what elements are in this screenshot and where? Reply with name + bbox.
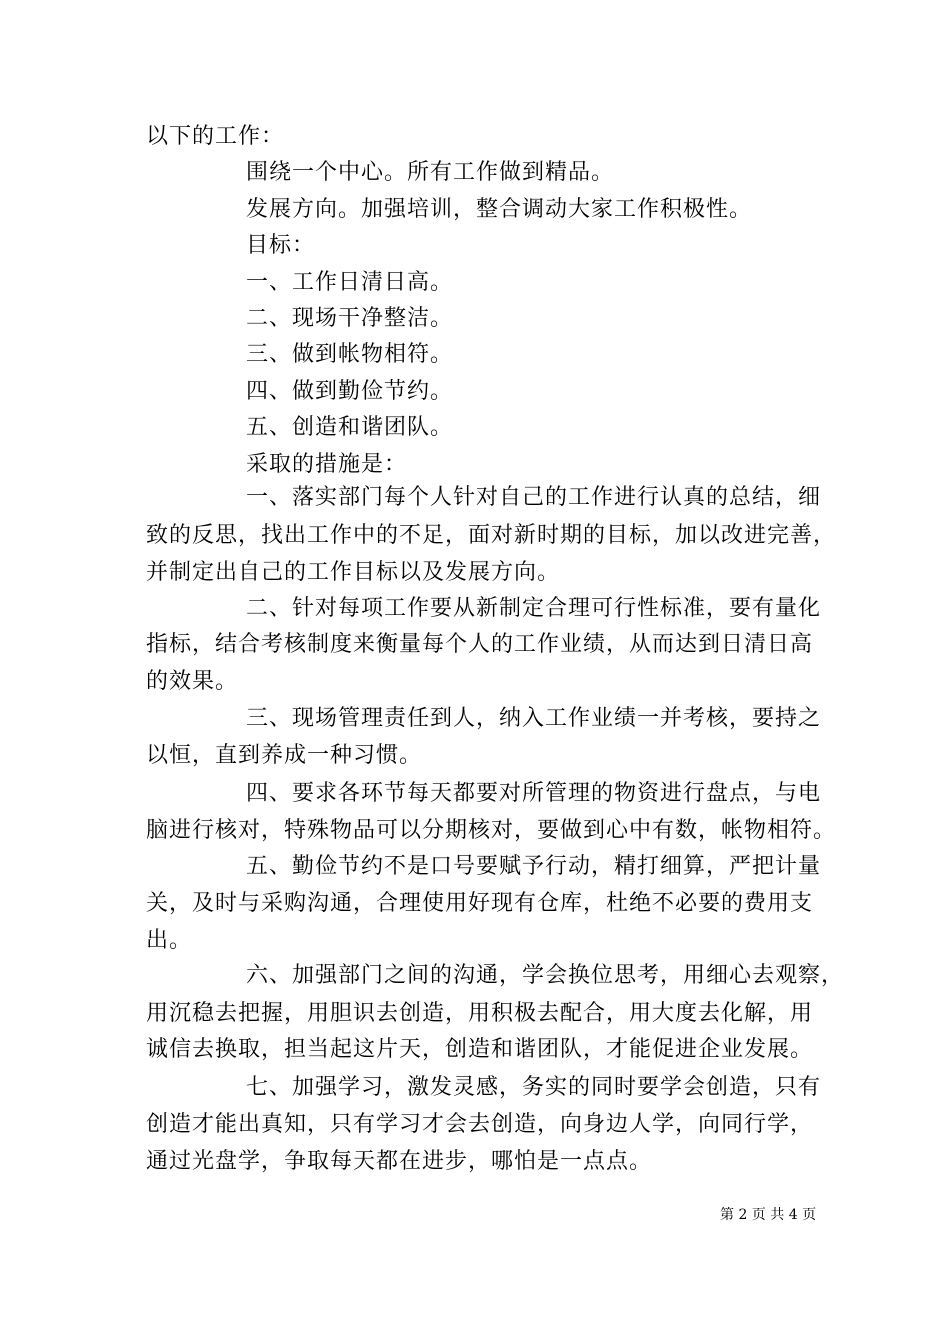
paragraph-line: 出。 <box>146 928 193 953</box>
paragraph-line: 诚信去换取，担当起这片天，创造和谐团队，才能促进企业发展。 <box>146 1037 814 1062</box>
body-text-line: 以下的工作： <box>146 124 285 149</box>
paragraph-line: 用沉稳去把握，用胆识去创造，用积极去配合，用大度去化解，用 <box>146 1001 814 1026</box>
list-item: 二、现场干净整洁。 <box>246 306 454 331</box>
list-item: 三、做到帐物相符。 <box>246 342 454 367</box>
paragraph-line: 二、针对每项工作要从新制定合理可行性标准，要有量化 <box>246 596 822 621</box>
body-text-line: 发展方向。加强培训，整合调动大家工作积极性。 <box>246 197 753 222</box>
paragraph-line: 六、加强部门之间的沟通，学会换位思考，用细心去观察， <box>246 963 845 988</box>
paragraph-line: 一、落实部门每个人针对自己的工作进行认真的总结，细 <box>246 485 822 510</box>
paragraph-line: 关，及时与采购沟通，合理使用好现有仓库，杜绝不必要的费用支 <box>146 891 814 916</box>
paragraph-line: 创造才能出真知，只有学习才会去创造，向身边人学，向同行学， <box>146 1112 814 1137</box>
page-number-footer: 第 2 页 共 4 页 <box>720 1207 817 1223</box>
paragraph-line: 的效果。 <box>146 669 239 694</box>
paragraph-line: 致的反思，找出工作中的不足，面对新时期的目标，加以改进完善， <box>146 523 837 548</box>
paragraph-line: 通过光盘学，争取每天都在进步，哪怕是一点点。 <box>146 1149 653 1174</box>
paragraph-line: 七、加强学习，激发灵感，务实的同时要学会创造，只有 <box>246 1075 822 1100</box>
body-text-line: 围绕一个中心。所有工作做到精品。 <box>246 160 615 185</box>
section-heading: 目标： <box>246 233 316 258</box>
paragraph-line: 五、勤俭节约不是口号要赋予行动，精打细算，严把计量 <box>246 854 822 879</box>
paragraph-line: 并制定出自己的工作目标以及发展方向。 <box>146 560 561 585</box>
section-heading: 采取的措施是： <box>246 452 408 477</box>
list-item: 四、做到勤俭节约。 <box>246 379 454 404</box>
list-item: 五、创造和谐团队。 <box>246 415 454 440</box>
paragraph-line: 脑进行核对，特殊物品可以分期核对，要做到心中有数，帐物相符。 <box>146 818 837 843</box>
paragraph-line: 三、现场管理责任到人，纳入工作业绩一并考核，要持之 <box>246 706 822 731</box>
paragraph-line: 四、要求各环节每天都要对所管理的物资进行盘点，与电 <box>246 781 822 806</box>
paragraph-line: 以恒，直到养成一种习惯。 <box>146 743 423 768</box>
paragraph-line: 指标，结合考核制度来衡量每个人的工作业绩，从而达到日清日高 <box>146 632 814 657</box>
list-item: 一、工作日清日高。 <box>246 270 454 295</box>
